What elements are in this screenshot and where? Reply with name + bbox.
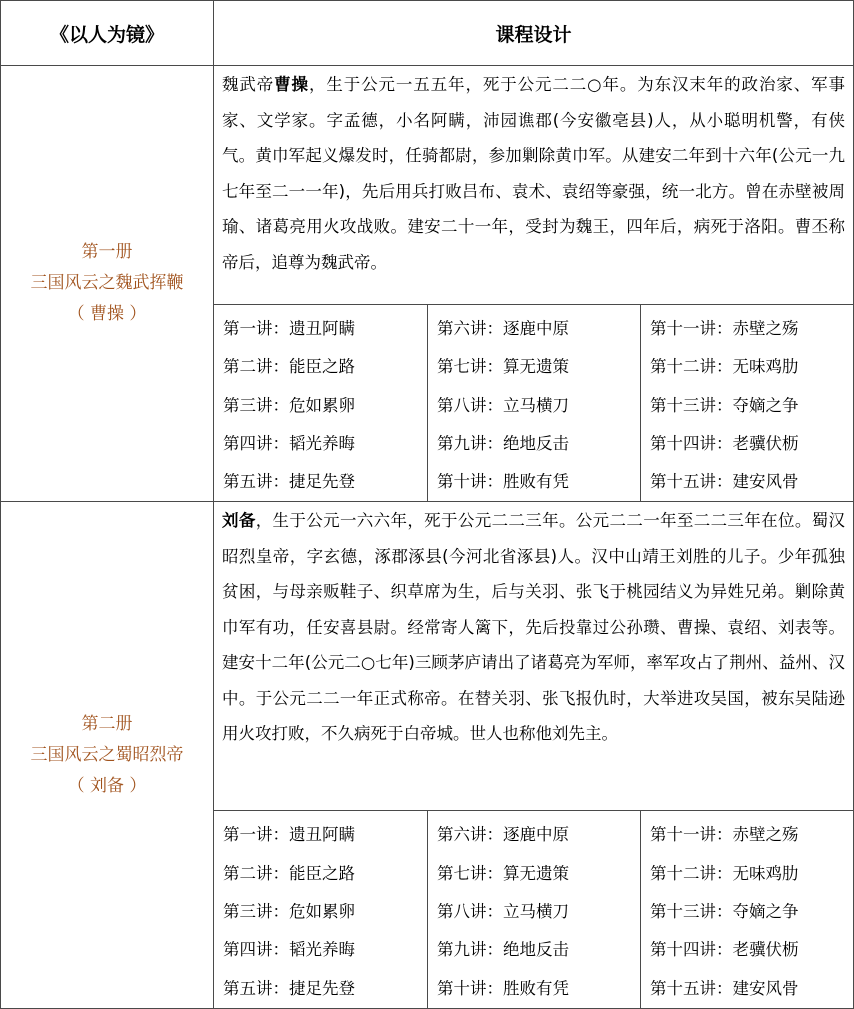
lecture-item: 第一讲：遗丑阿瞒 — [223, 825, 355, 845]
lecture-column — [641, 811, 854, 1009]
lecture-item: 第十一讲：赤壁之殇 — [650, 825, 799, 845]
lecture-column — [428, 811, 641, 1009]
lecture-item: 第十讲：胜败有凭 — [437, 978, 569, 998]
lecture-item: 第九讲：绝地反击 — [437, 433, 569, 453]
volume-2-label — [1, 502, 214, 1009]
lecture-column — [214, 305, 428, 502]
lecture-item: 第十五讲：建安风骨 — [650, 978, 799, 998]
intro-pre: 魏武帝 — [222, 75, 275, 94]
volume-label-line1: 第一册 — [81, 242, 133, 263]
lecture-item: 第十讲：胜败有凭 — [437, 472, 569, 492]
lecture-item: 第十二讲：无味鸡肋 — [650, 863, 799, 883]
lecture-item: 第十四讲：老骥伏枥 — [650, 940, 799, 960]
lecture-item: 第二讲：能臣之路 — [223, 357, 355, 377]
lecture-item: 第九讲：绝地反击 — [437, 940, 569, 960]
lecture-item: 第十四讲：老骥伏枥 — [650, 433, 799, 453]
lecture-item: 第十一讲：赤壁之殇 — [650, 319, 799, 338]
lecture-item: 第十三讲：夺嫡之争 — [650, 902, 799, 922]
volume-2-intro-row — [1, 502, 854, 811]
lecture-item: 第十三讲：夺嫡之争 — [650, 395, 799, 415]
volume-label-line3: （ 曹操 ） — [67, 304, 147, 325]
intro-text: ，生于公元一五五年，死于公元二二○年。为东汉末年的政治家、军事家、文学家。字孟德，小名阿瞒，沛园谯郡(今安徽亳县)人，从小聪明机警，有侠气。黄巾军起义爆发时，任骑都尉，参加剿除黄巾军。从建安二年到十六年(公元一九七年至二一一年)，先后用兵打败吕布、袁术、袁绍等豪强，统一北方。曾在赤壁被周瑜、诸葛亮用火攻战败。建安二十一年，受封为魏王，四年后，病死于洛阳。曹丕称帝后，追尊为魏武帝。 — [222, 75, 846, 272]
intro-bold-name: 曹操 — [274, 75, 309, 94]
volume-label-line2: 三国风云之蜀昭烈帝 — [30, 744, 184, 765]
lecture-item: 第七讲：算无遗策 — [437, 863, 569, 883]
volume-1-intro — [214, 66, 854, 305]
lecture-item: 第十二讲：无味鸡肋 — [650, 357, 799, 377]
intro-bold-name: 刘备 — [222, 511, 256, 531]
lecture-column — [428, 305, 641, 502]
lecture-item: 第八讲：立马横刀 — [437, 395, 569, 415]
lecture-item: 第五讲：捷足先登 — [223, 978, 355, 998]
lecture-item: 第八讲：立马横刀 — [437, 902, 569, 922]
lecture-column — [214, 811, 428, 1009]
volume-1-label — [1, 66, 214, 502]
lecture-column — [641, 305, 854, 502]
volume-1-intro-row — [1, 66, 854, 305]
lecture-item: 第六讲：逐鹿中原 — [437, 319, 569, 338]
lecture-item: 第三讲：危如累卵 — [223, 902, 355, 922]
book-title-header: 《以人为镜》 — [1, 1, 214, 66]
volume-label-line3: （ 刘备 ） — [67, 775, 147, 796]
lecture-item: 第二讲：能臣之路 — [223, 863, 355, 883]
course-design-header: 课程设计 — [214, 1, 854, 66]
lecture-item: 第三讲：危如累卵 — [223, 395, 355, 415]
volume-label-line1: 第二册 — [81, 713, 133, 734]
intro-text: ，生于公元一六六年，死于公元二二三年。公元二二一年至二二三年在位。蜀汉昭烈皇帝，字玄德，涿郡涿县(今河北省涿县)人。汉中山靖王刘胜的儿子。少年孤独贫困，与母亲贩鞋子、织草席为生，后与关羽、张飞于桃园结义为异姓兄弟。剿除黄巾军有功，任安喜县尉。经常寄人篱下，先后投靠过公孙瓒、曹操、袁绍、刘表等。建安十二年(公元二○七年)三顾茅庐请出了诸葛亮为军师，率军攻占了荆州、益州、汉中。于公元二二一年正式称帝。在替关羽、张飞报仇时，大举进攻吴国，被东吴陆逊用火攻打败，不久病死于白帝城。世人也称他刘先主。 — [222, 511, 846, 744]
lecture-item: 第六讲：逐鹿中原 — [437, 825, 569, 845]
lecture-item: 第一讲：遗丑阿瞒 — [223, 319, 355, 338]
lecture-item: 第七讲：算无遗策 — [437, 357, 569, 377]
lecture-item: 第十五讲：建安风骨 — [650, 472, 799, 492]
volume-2-intro — [214, 502, 854, 811]
lecture-item: 第四讲：韬光养晦 — [223, 940, 355, 960]
lecture-item: 第四讲：韬光养晦 — [223, 433, 355, 453]
header-row — [1, 1, 854, 66]
volume-label-line2: 三国风云之魏武挥鞭 — [30, 273, 184, 294]
lecture-item: 第五讲：捷足先登 — [223, 472, 355, 492]
